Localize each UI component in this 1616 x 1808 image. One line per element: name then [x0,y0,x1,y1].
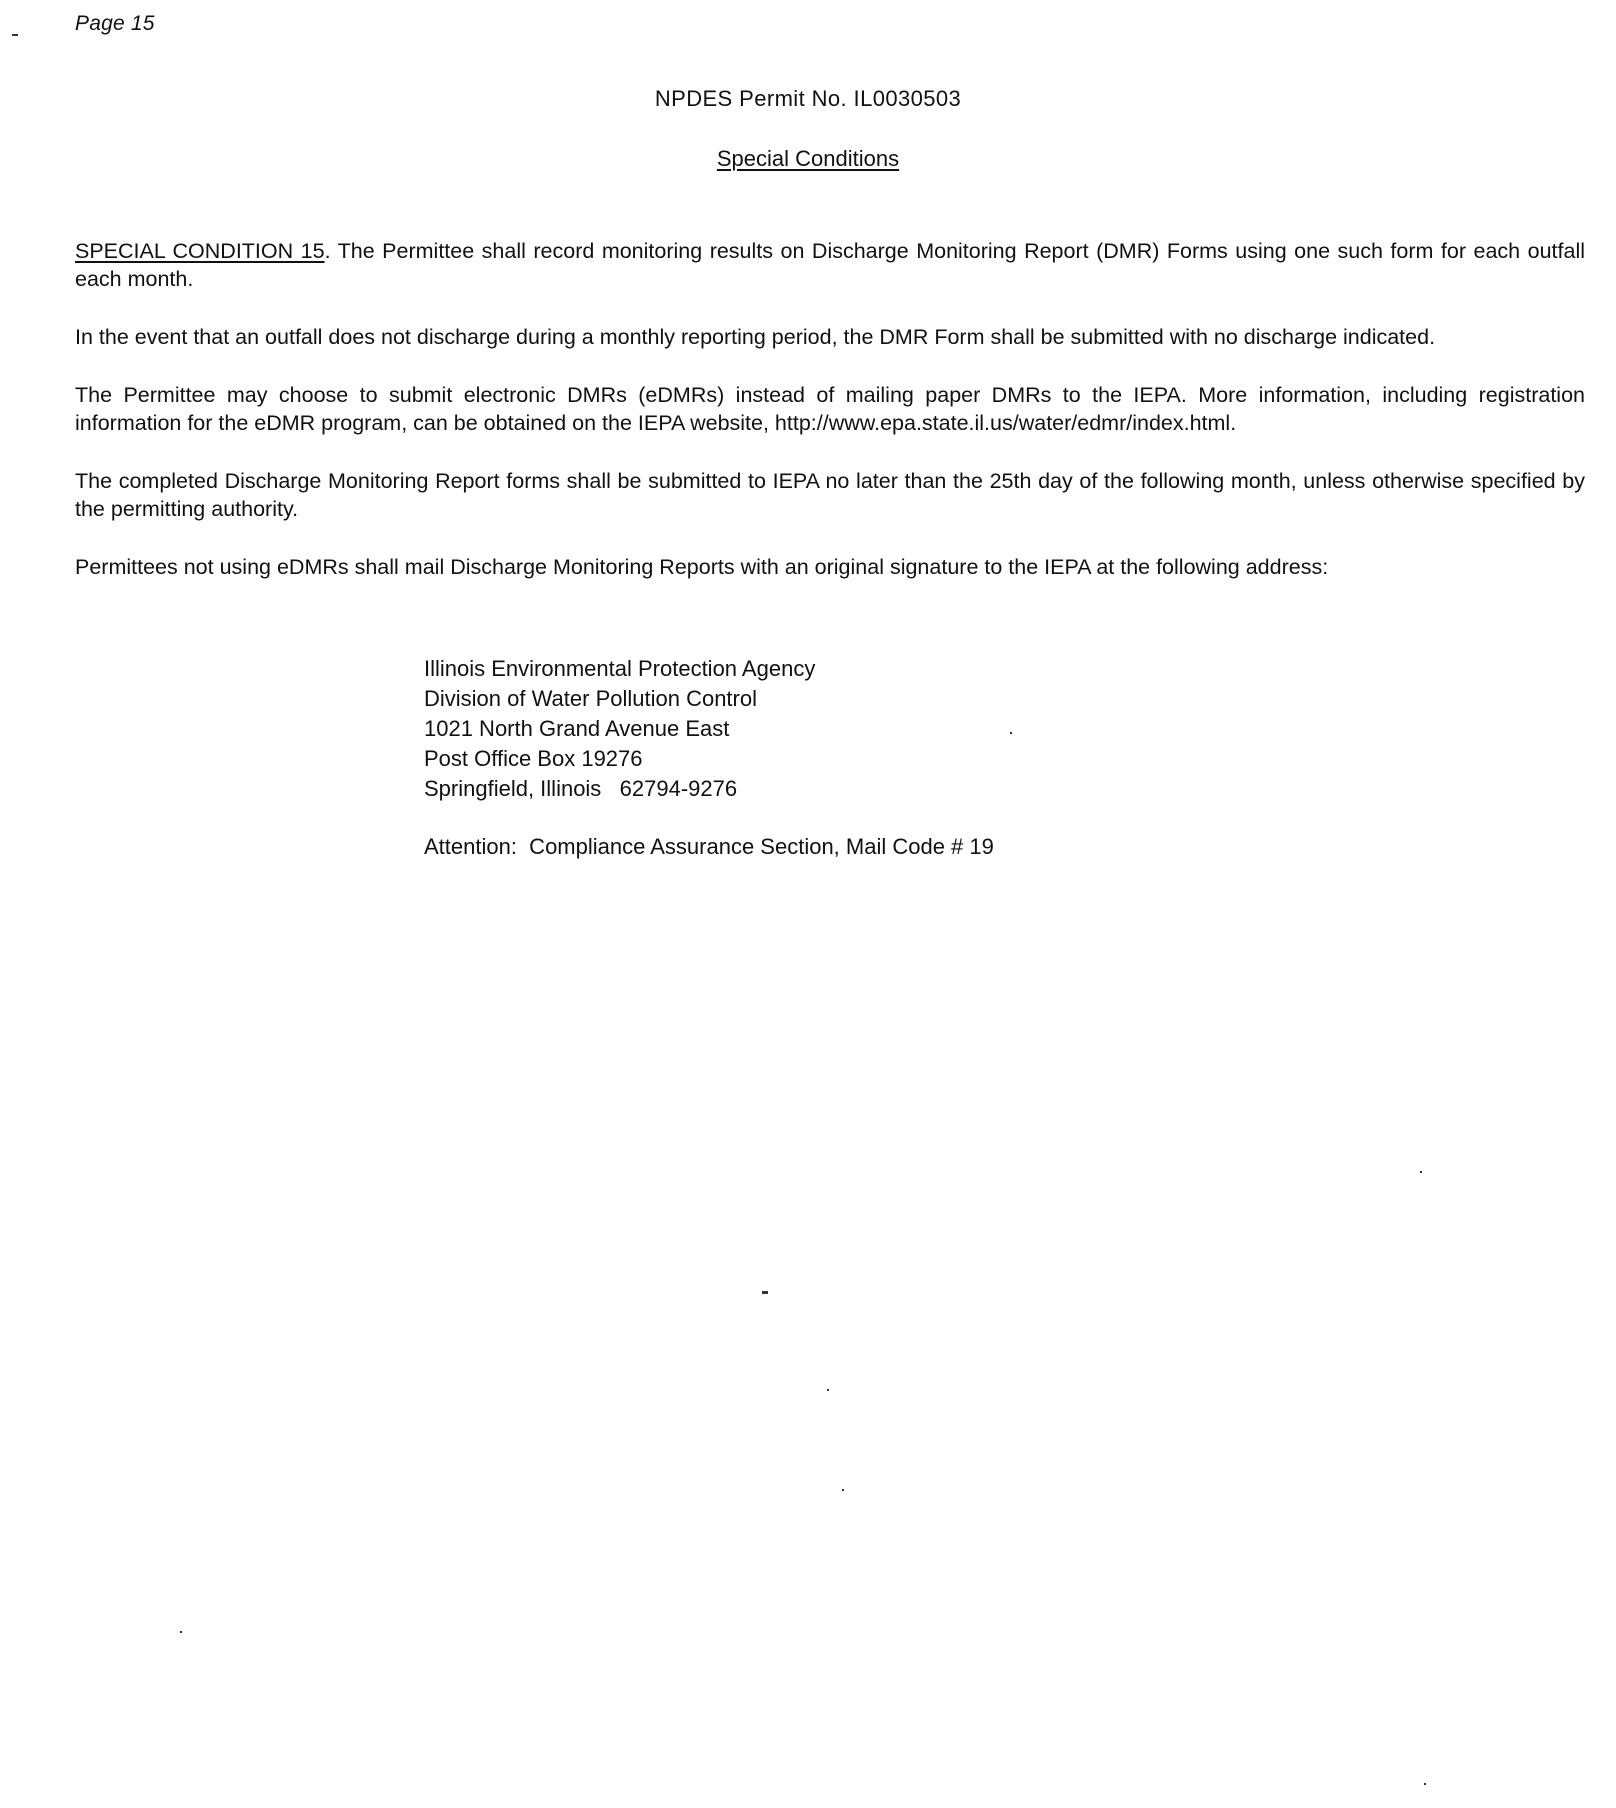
address-line-agency: Illinois Environmental Protection Agency [424,656,816,681]
address-line-street: 1021 North Grand Avenue East [424,716,730,741]
submission-deadline-paragraph: The completed Discharge Monitoring Report forms shall be submitted to IEPA no later than the 25th day of the following month, unless otherwise specified by the permitting authority. [75,469,1585,521]
permit-number-heading: NPDES Permit No. IL0030503 [654,86,962,111]
scan-speck [1424,1783,1426,1785]
address-line-division: Division of Water Pollution Control [424,686,757,711]
scan-speck [12,34,18,36]
scan-speck [1010,732,1012,734]
edmr-paragraph: The Permittee may choose to submit electronic DMRs (eDMRs) instead of mailing paper DMRs to the IEPA. More information, including registration information for the eDMR program, can be obtained on the IEPA website, http://www.epa.state.il.us/water/edmr/index.html. [75,383,1585,435]
scan-speck [842,1489,844,1491]
page-number: Page 15 [75,12,155,35]
special-condition-text: . The Permittee shall record monitoring results on Discharge Monitoring Report (DMR) Forms using one such form for each outfall each month. [75,239,1585,291]
scan-speck [180,1631,182,1633]
mailing-instructions-paragraph: Permittees not using eDMRs shall mail Discharge Monitoring Reports with an original signature to the IEPA at the following address: [75,555,1329,579]
mailing-address [424,654,815,804]
no-discharge-paragraph: In the event that an outfall does not discharge during a monthly reporting period, the DMR Form shall be submitted with no discharge indicated. [75,325,1436,349]
attention-line: Attention: Compliance Assurance Section, Mail Code # 19 [424,834,994,859]
address-line-po-box: Post Office Box 19276 [424,746,643,771]
scan-speck [762,1291,768,1294]
address-line-city: Springfield, Illinois 62794-9276 [424,776,738,801]
special-condition-paragraph [75,237,1585,293]
section-title: Special Conditions [716,146,900,171]
scan-speck [827,1389,829,1391]
special-condition-label: SPECIAL CONDITION 15 [75,239,325,263]
scan-speck [1420,1171,1422,1173]
document-body [75,237,1585,611]
